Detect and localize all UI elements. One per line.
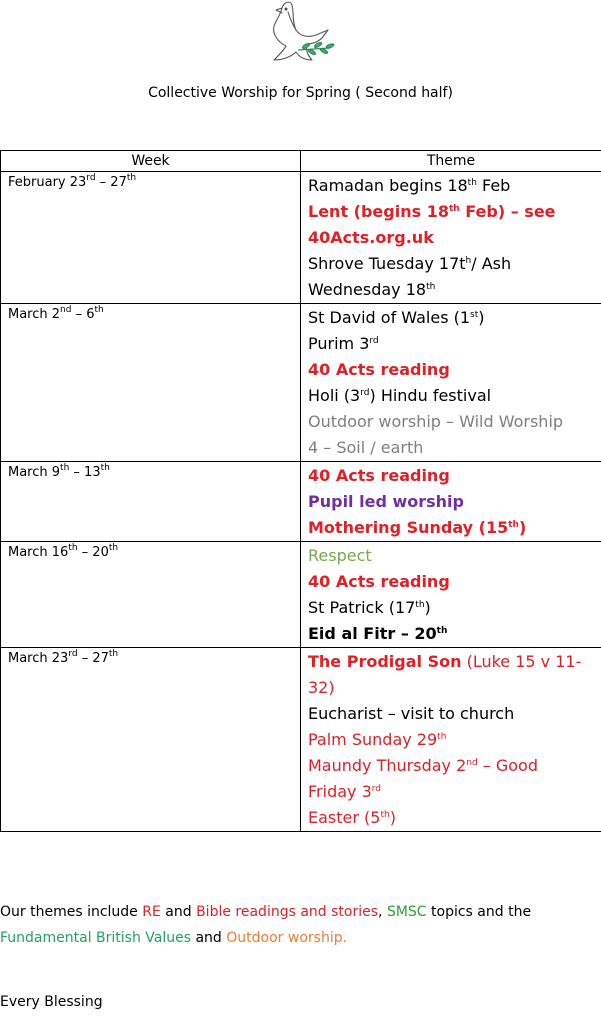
week-cell: February 23rd – 27th <box>1 172 301 304</box>
smsc-text: SMSC <box>386 904 427 920</box>
table-row <box>1 304 601 462</box>
theme-line: Pupil led worship <box>308 492 464 511</box>
theme-line: Purim 3rd <box>308 334 379 353</box>
week-cell: March 16th – 20th <box>1 542 301 648</box>
outdoor-worship-text: Outdoor worship. <box>226 930 348 946</box>
theme-line: St Patrick (17th) <box>308 598 431 617</box>
page-title: Collective Worship for Spring ( Second half) <box>148 85 453 101</box>
theme-line: 32) <box>308 678 335 697</box>
dove-icon <box>262 0 338 70</box>
theme-line: Friday 3rd <box>308 782 382 801</box>
theme-line: Palm Sunday 29th <box>308 730 447 749</box>
theme-line: Holi (3rd) Hindu festival <box>308 386 492 405</box>
theme-line: St David of Wales (1st) <box>308 308 485 327</box>
table-row <box>1 172 601 304</box>
theme-line: Mothering Sunday (15th) <box>308 518 527 537</box>
theme-cell <box>301 304 601 462</box>
week-cell: March 9th – 13th <box>1 462 301 542</box>
re-text: RE <box>142 904 161 920</box>
theme-line: 40Acts.org.uk <box>308 228 434 247</box>
theme-line: Eucharist – visit to church <box>308 704 515 723</box>
fundamental-values-text: Fundamental British Values <box>0 930 192 946</box>
theme-cell <box>301 172 601 304</box>
worship-table <box>0 150 601 832</box>
theme-line: Outdoor worship – Wild Worship <box>308 412 564 431</box>
theme-line: Eid al Fitr – 20th <box>308 624 448 643</box>
theme-line: 40 Acts reading <box>308 466 450 485</box>
theme-cell <box>301 462 601 542</box>
table-row <box>1 648 601 832</box>
theme-line: Wednesday 18th <box>308 280 436 299</box>
theme-line: Ramadan begins 18th Feb <box>308 176 511 195</box>
theme-line: 4 – Soil / earth <box>308 438 424 457</box>
bible-text: Bible readings and stories <box>196 904 379 920</box>
week-column-header: Week <box>1 151 301 172</box>
table-row <box>1 542 601 648</box>
theme-line: Lent (begins 18th Feb) – see <box>308 202 556 221</box>
table-header-row <box>1 151 601 172</box>
theme-line: 40 Acts reading <box>308 572 450 591</box>
week-cell: March 23rd – 27th <box>1 648 301 832</box>
theme-cell <box>301 542 601 648</box>
closing-blessing: Every Blessing <box>0 994 103 1010</box>
week-cell: March 2nd – 6th <box>1 304 301 462</box>
theme-line: Maundy Thursday 2nd – Good <box>308 756 538 775</box>
theme-line: Respect <box>308 546 372 565</box>
themes-paragraph: Our themes include RE and Bible readings and stories, SMSC topics and the Fundamental British Values and Outdoor worship. <box>0 904 532 946</box>
theme-column-header: Theme <box>301 151 601 172</box>
theme-line: Easter (5th) <box>308 808 396 827</box>
table-row <box>1 462 601 542</box>
theme-line: 40 Acts reading <box>308 360 450 379</box>
theme-cell <box>301 648 601 832</box>
theme-line: Shrove Tuesday $17t^h/$ Ash <box>308 254 512 273</box>
theme-line: The Prodigal Son (Luke 15 v 11- <box>308 652 582 671</box>
